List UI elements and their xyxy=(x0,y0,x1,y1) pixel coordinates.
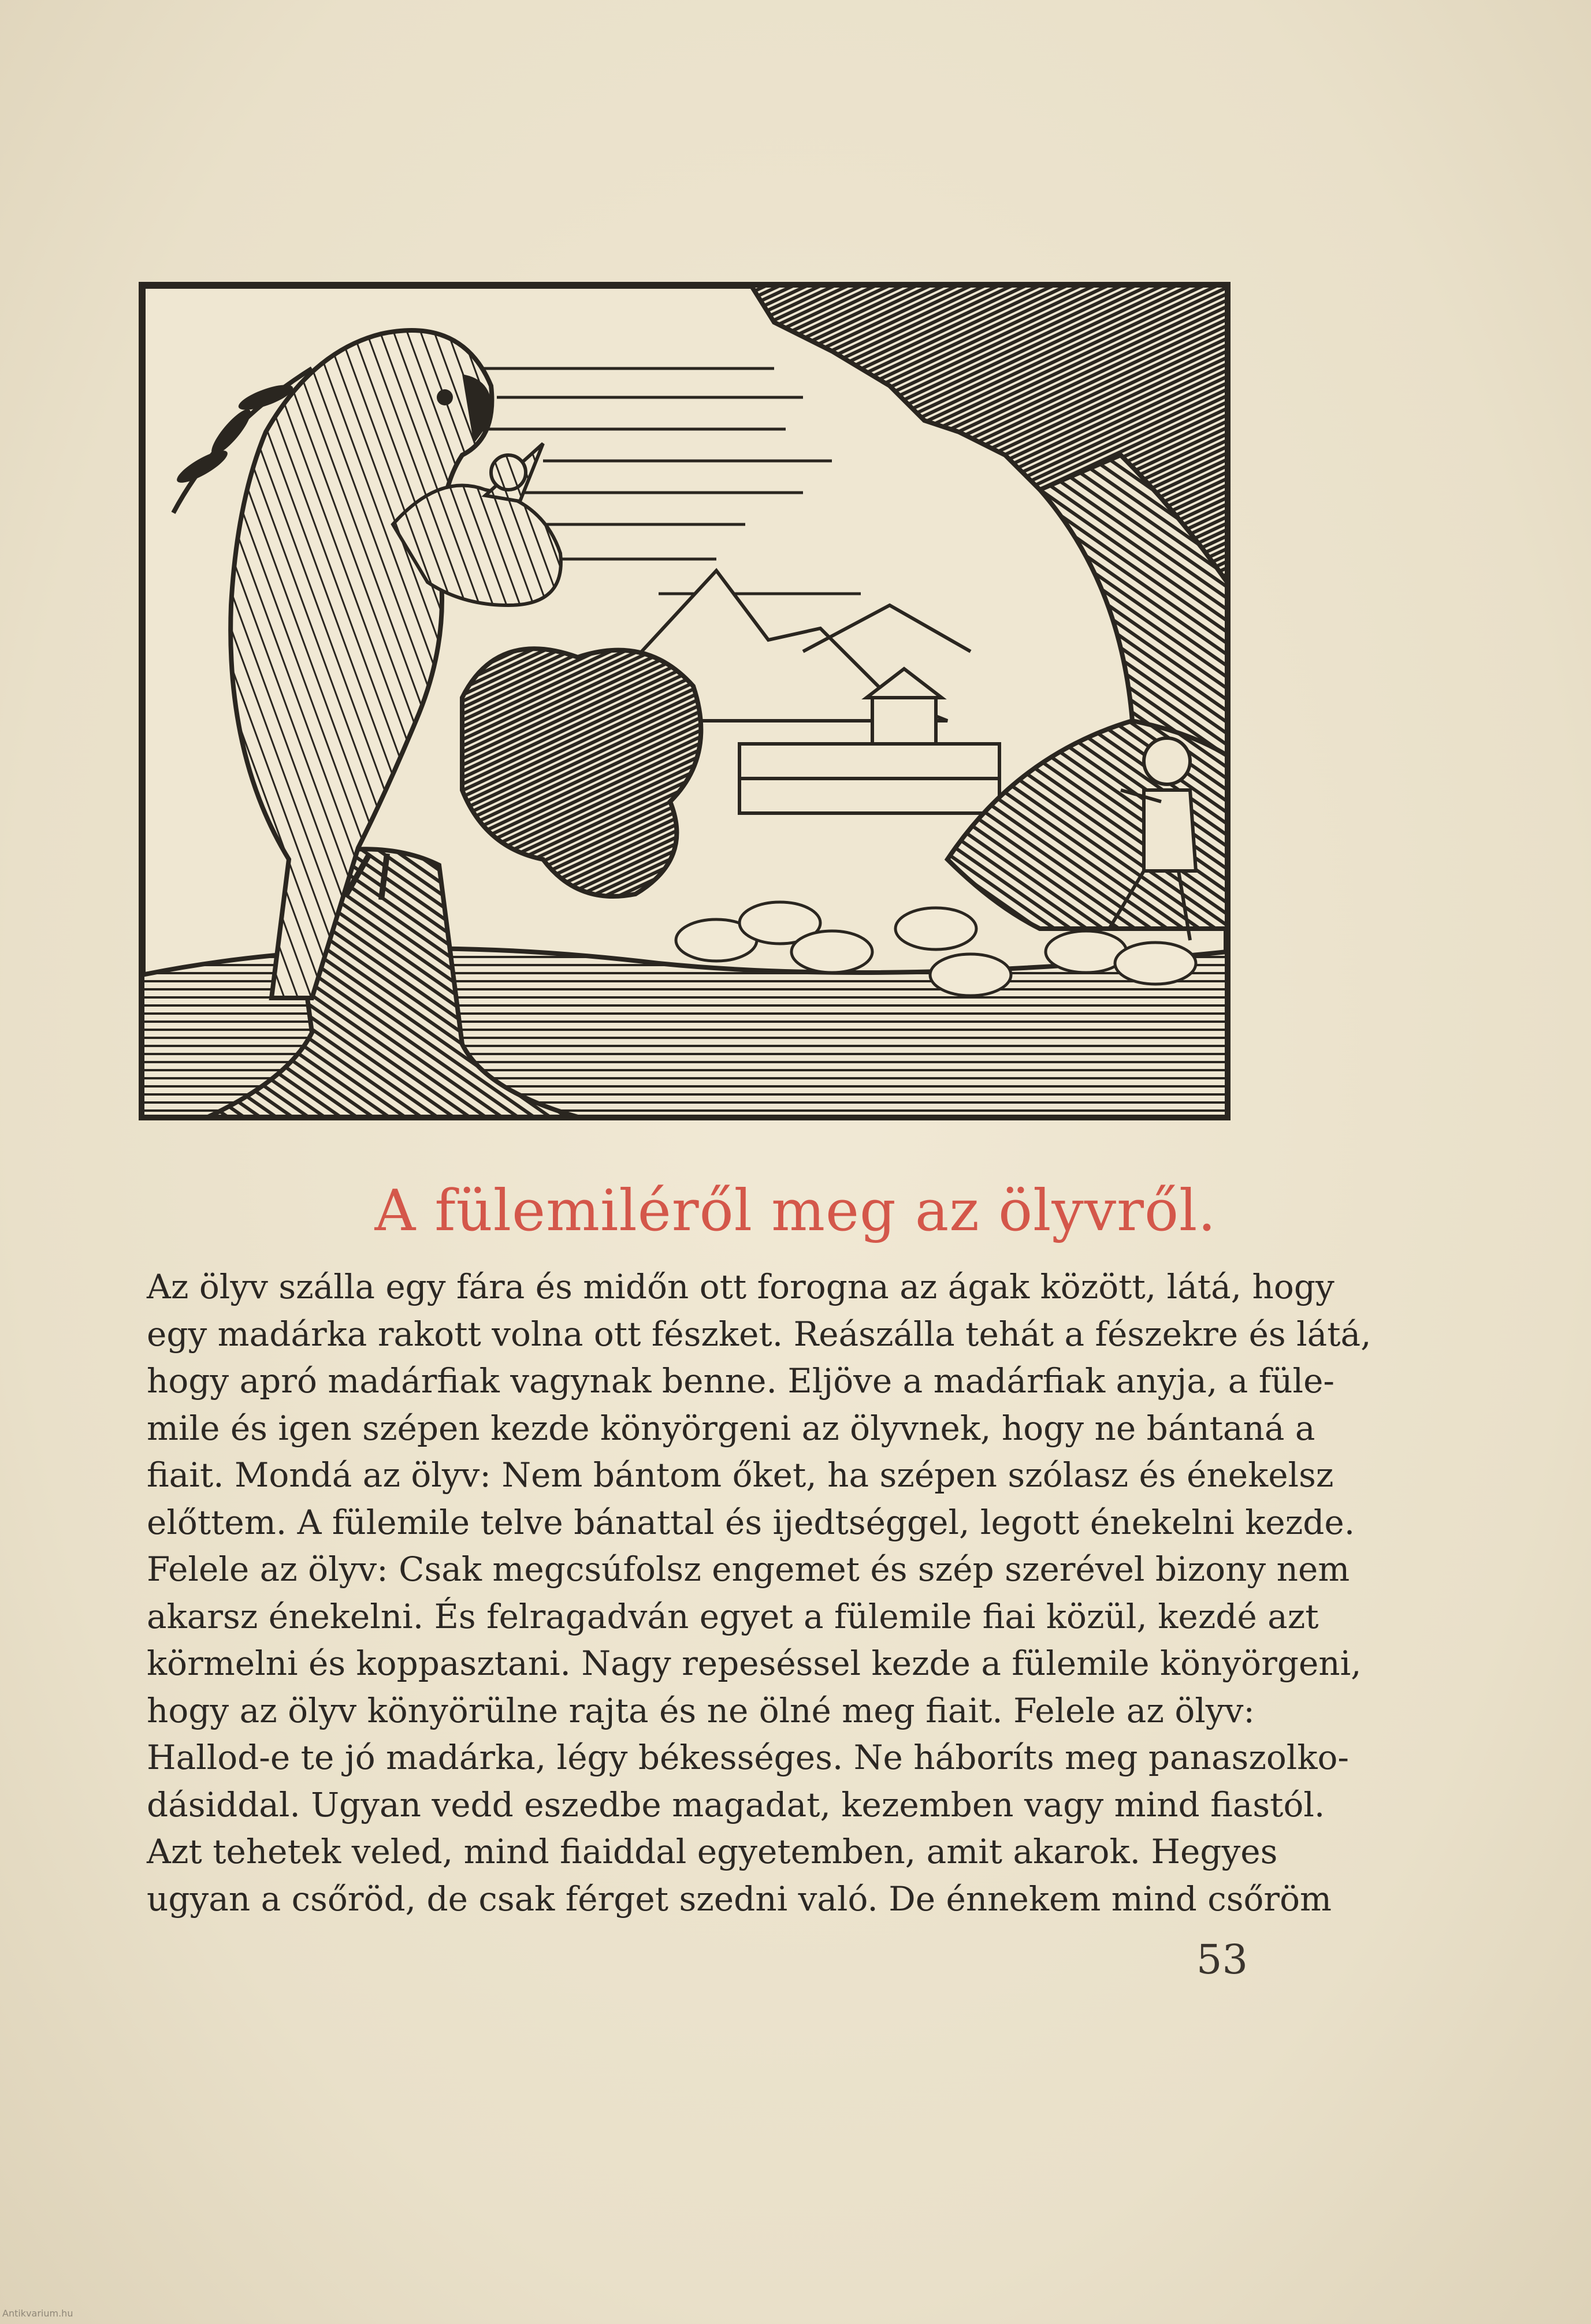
text-line: Felele az ölyv: Csak megcsúfolsz engemet és szép szerével bizony nem xyxy=(147,1550,1350,1589)
fable-body xyxy=(147,1264,1371,1923)
fable-title: A fülemiléről meg az ölyvről. xyxy=(374,1178,1217,1244)
woodcut-illustration xyxy=(139,282,1231,1120)
watermark: Antikvarium.hu xyxy=(2,2308,73,2319)
text-line: fiait. Mondá az ölyv: Nem bántom őket, ha szépen szólasz és énekelsz xyxy=(147,1455,1334,1495)
text-line: mile és igen szépen kezde könyörgeni az ölyvnek, hogy ne bántaná a xyxy=(147,1408,1315,1448)
text-line: hogy az ölyv könyörülne rajta és ne ölné meg fiait. Felele az ölyv: xyxy=(147,1690,1255,1730)
text-line: Hallod-e te jó madárka, légy békességes. Ne háboríts meg panaszolko- xyxy=(147,1738,1350,1777)
page-number: 53 xyxy=(1196,1936,1248,1983)
text-line: egy madárka rakott volna ott fészket. Reászálla tehát a fészekre és látá, xyxy=(147,1314,1371,1354)
text-line: akarsz énekelni. És felragadván egyet a fülemile fiai közül, kezdé azt xyxy=(147,1596,1319,1636)
text-line: előttem. A fülemile telve bánattal és ijedtséggel, legott énekelni kezde. xyxy=(147,1502,1355,1542)
text-line: hogy apró madárfiak vagynak benne. Eljöve a madárfiak anyja, a füle- xyxy=(147,1361,1334,1401)
text-line: ugyan a csőröd, de csak férget szedni való. De énnekem mind csőröm xyxy=(147,1879,1332,1919)
text-line: dásiddal. Ugyan vedd eszedbe magadat, kezemben vagy mind fiastól. xyxy=(147,1785,1325,1824)
text-line: Azt tehetek veled, mind fiaiddal egyetemben, amit akarok. Hegyes xyxy=(147,1832,1278,1871)
text-line: körmelni és koppasztani. Nagy repeséssel kezde a fülemile könyörgeni, xyxy=(147,1644,1362,1683)
text-line: Az ölyv szálla egy fára és midőn ott forogna az ágak között, látá, hogy xyxy=(147,1267,1334,1306)
